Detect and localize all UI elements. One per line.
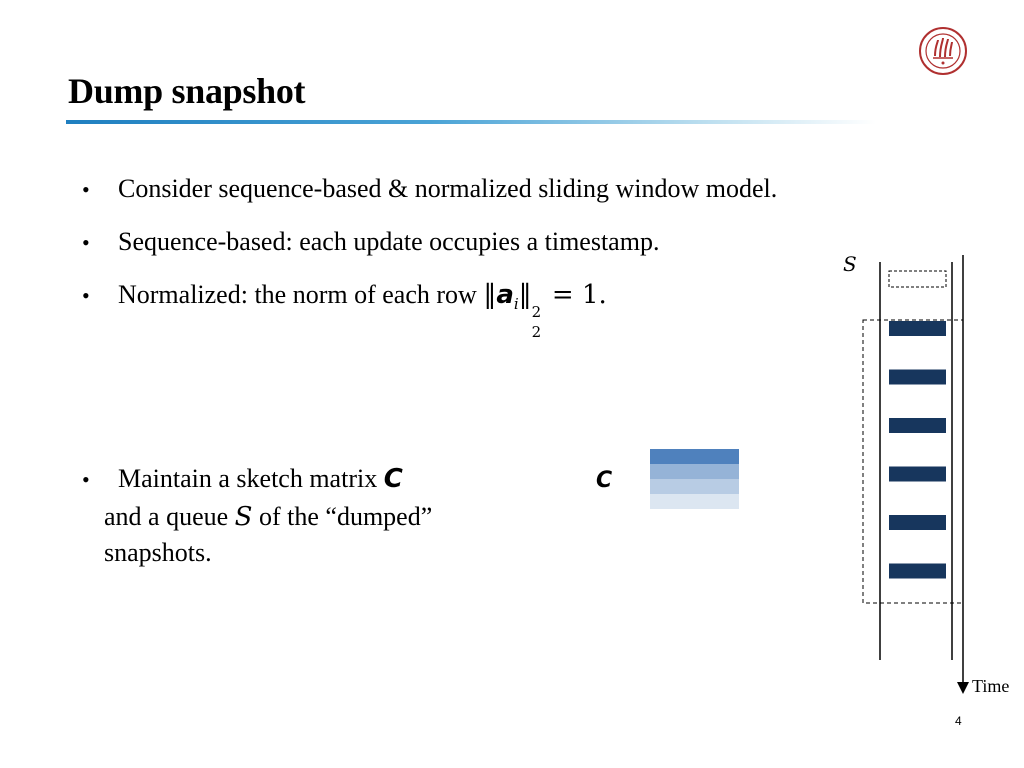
bullet-marker: • <box>82 467 90 492</box>
snapshot-bar <box>889 321 946 336</box>
dumped-snapshot-slot <box>889 271 946 287</box>
vector-a: a <box>496 280 514 310</box>
norm-power: 2 <box>531 303 542 321</box>
snapshot-bar <box>889 515 946 530</box>
subscript-i: i <box>513 295 519 314</box>
bullet-2-text: Sequence-based: each update occupies a timestamp. <box>118 227 660 256</box>
slide-title: Dump snapshot <box>68 71 306 111</box>
bullet-4-line-2-before: and a queue <box>104 502 235 531</box>
equals-one: = 1. <box>543 280 607 310</box>
symbol-c: C <box>383 464 403 494</box>
matrix-c-label: C <box>596 468 613 493</box>
norm-index: 2 <box>531 323 542 341</box>
norm-close: ‖ <box>518 280 532 310</box>
time-axis-label: Time <box>972 676 1010 696</box>
sliding-window-box <box>863 320 963 603</box>
snapshot-bar <box>889 467 946 482</box>
page-number: 4 <box>955 714 962 728</box>
bullet-marker: • <box>82 177 90 202</box>
snapshot-bar <box>889 564 946 579</box>
bullet-marker: • <box>82 283 90 308</box>
norm-open: ‖ <box>483 280 497 310</box>
bullet-marker: • <box>82 230 90 255</box>
bullet-1-text: Consider sequence-based & normalized sliding window model. <box>118 174 778 203</box>
snapshot-bar <box>889 418 946 433</box>
queue-s-label: S <box>843 252 857 276</box>
bullet-4-text: Maintain a sketch matrix <box>118 464 384 493</box>
bullet-3-text: Normalized: the norm of each row <box>118 280 484 309</box>
bullet-4-line-3: snapshots. <box>104 538 212 567</box>
symbol-s: S <box>234 502 253 532</box>
snapshot-bar <box>889 370 946 385</box>
bullet-4-line-2-after: of the “dumped” <box>252 502 433 531</box>
